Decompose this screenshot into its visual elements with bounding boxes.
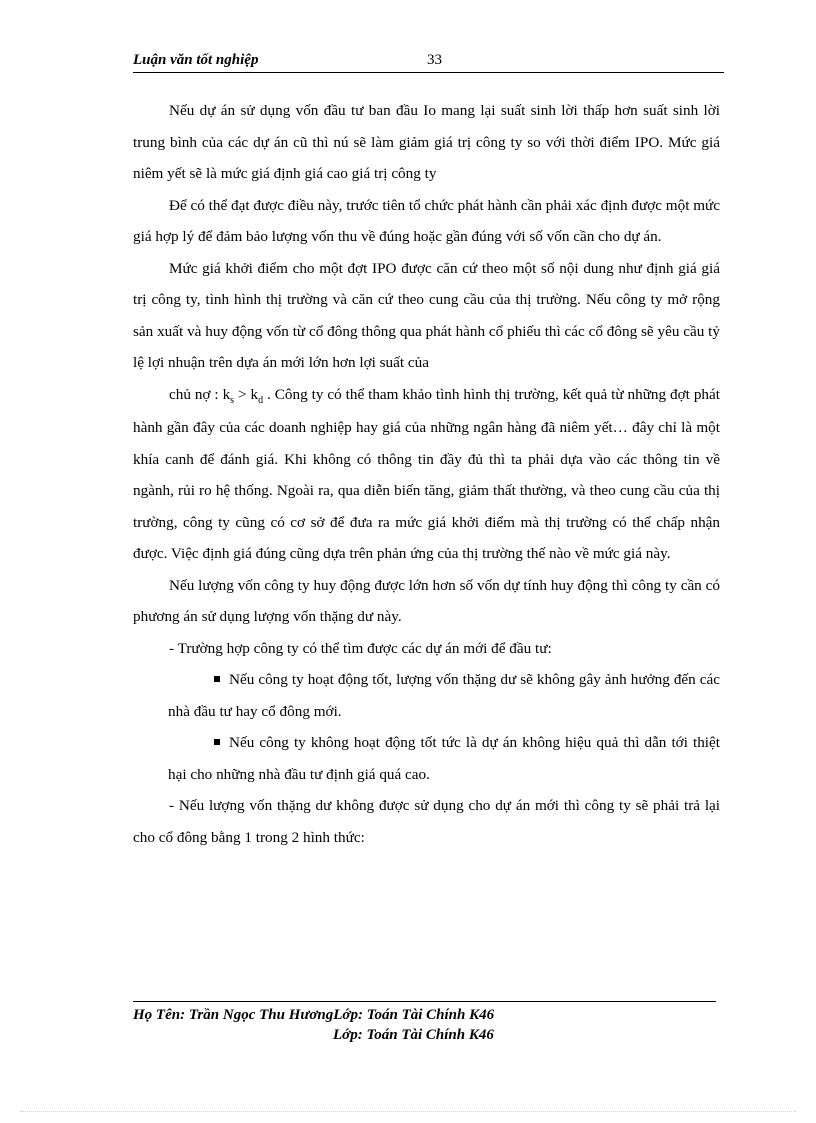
dash-item-1: - Trường hợp công ty có thể tìm được các dự án mới để đầu tư:	[169, 639, 552, 657]
page-edge-divider	[20, 1111, 796, 1112]
bullet-item-2	[133, 727, 720, 790]
subscript-d: d	[258, 394, 264, 406]
paragraph-3: Mức giá khởi điểm cho một đợt IPO được căn cứ theo một số nội dung như định giá giá trị công ty, tình hình thị trường và căn cứ theo cung cầu của thị trường. Nếu công ty mở rộng sản xuất và huy động vốn từ cổ đông thông qua phát hành cổ phiếu thì các cổ đông sẽ yêu cầu tỷ lệ lợi nhuận trên dựa án mới lớn hơn lợi suất của	[133, 259, 720, 371]
footer-line-1: Họ Tên: Trần Ngọc Thu HươngLớp: Toán Tài Chính K46	[133, 1007, 495, 1023]
paragraph-5: Nếu lượng vốn công ty huy động được lớn hơn số vốn dự tính huy động thì công ty cần có phương án sử dụng lượng vốn thặng dư này.	[133, 576, 720, 625]
bullet-item-1	[133, 664, 720, 727]
bullet-item-2-text: Nếu công ty không hoạt động tốt tức là dự án không hiệu quả thì dẫn tới thiệt hại cho những nhà đầu tư định giá quá cao.	[168, 734, 720, 783]
document-body	[133, 95, 720, 853]
footer-divider	[133, 1001, 716, 1002]
footer-line-2: Lớp: Toán Tài Chính K46	[333, 1027, 494, 1043]
page-footer	[133, 1005, 716, 1045]
square-bullet-icon	[214, 676, 220, 682]
bullet-item-1-text: Nếu công ty hoạt động tốt, lượng vốn thặng dư sẽ không gây ảnh hưởng đến các nhà đầu tư hay cổ đông mới.	[168, 671, 720, 720]
square-bullet-icon	[214, 739, 220, 745]
paragraph-4-mid: > k	[234, 385, 259, 403]
paragraph-4	[133, 379, 720, 570]
paragraph-4-rest: . Công ty có thể tham khảo tình hình thị trường, kết quả từ những đợt phát hành gần đây của các doanh nghiệp hay giá của những ngân hàng đã niêm yết… đây chỉ là một khía canh để đánh giá. Khi không có thông tin đầy đủ thì ta phải dựa vào các thông tin về ngành, rủi ro hệ thống. Ngoài ra, qua diễn biến tăng, giảm thất thường, và theo cung cầu của thị trường, công ty cũng có cơ sở để đưa ra mức giá khởi điểm mà thị trường có thể chấp nhận được. Việc định giá đúng cũng dựa trên phản ứng của thị trường thế nào về mức giá này.	[133, 385, 720, 562]
paragraph-2: Để có thể đạt được điều này, trước tiên tổ chức phát hành cần phải xác định được một mức giá hợp lý để đảm bảo lượng vốn thu về đúng hoặc gần đúng với số vốn cần cho dự án.	[133, 196, 720, 245]
dash-item-2: - Nếu lượng vốn thặng dư không được sử dụng cho dự án mới thì công ty sẽ phải trả lại cho cổ đông bằng 1 trong 2 hình thức:	[133, 797, 720, 846]
paragraph-4-start: chủ nợ : k	[169, 385, 231, 403]
paragraph-1: Nếu dự án sử dụng vốn đầu tư ban đầu Io mang lại suất sinh lời thấp hơn suất sinh lời trung bình của các dự án cũ thì nú sẽ làm giảm giá trị công ty so với thời điểm IPO. Mức giá niêm yết sẽ là mức giá định giá cao giá trị công ty	[133, 102, 720, 182]
header-title: Luận văn tốt nghiệp	[133, 52, 259, 68]
page-number: 33	[427, 52, 442, 68]
page-header	[133, 52, 724, 73]
subscript-s: s	[230, 394, 235, 406]
